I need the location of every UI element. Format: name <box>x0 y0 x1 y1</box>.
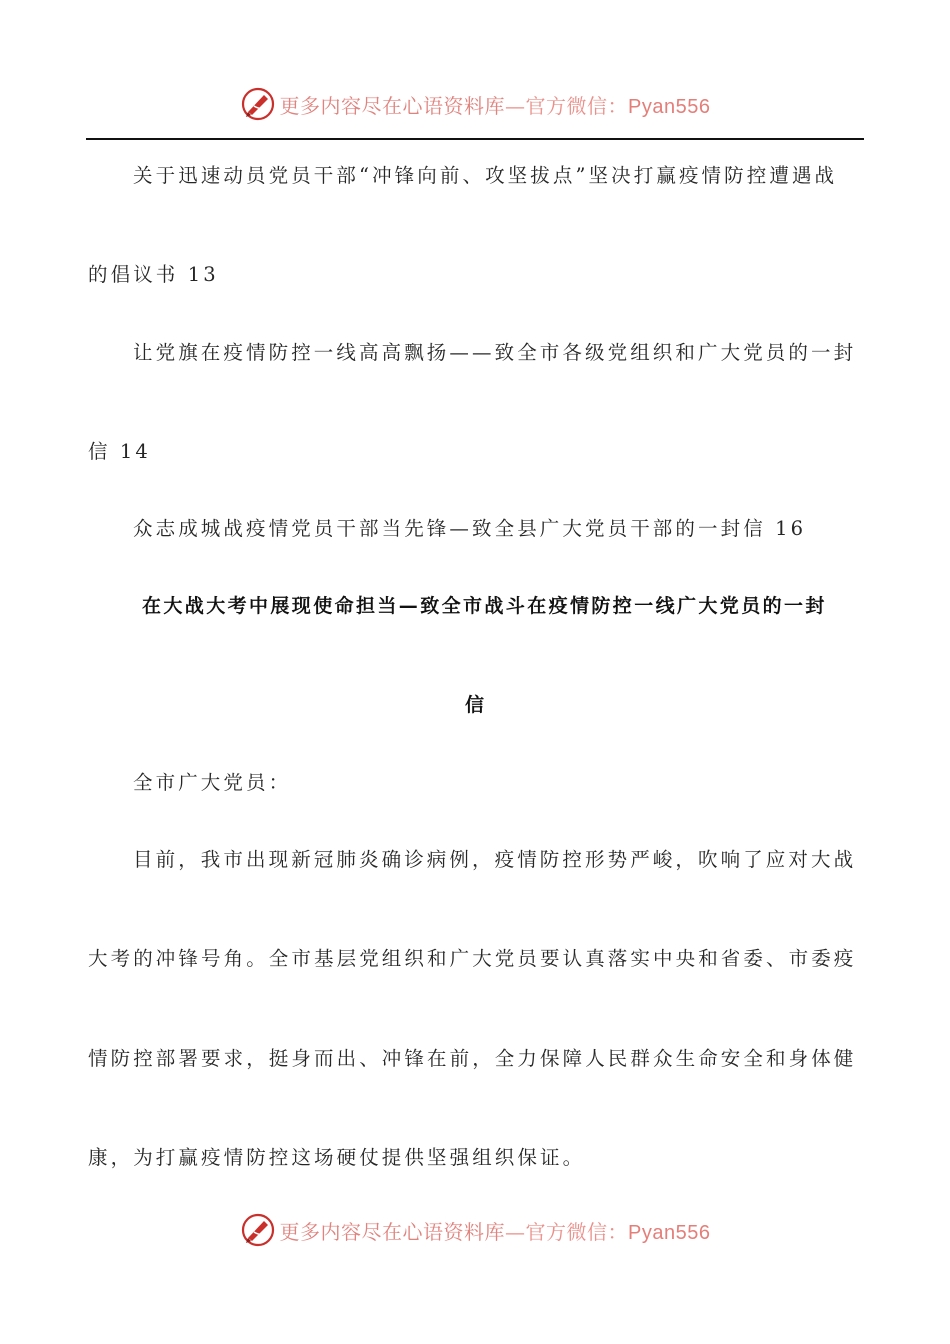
toc-entry-2-line-1: 让党旗在疫情防控一线高高飘扬——致全市各级党组织和广大党员的一封 <box>133 341 857 364</box>
header-banner <box>0 84 950 124</box>
pen-logo-icon <box>240 86 276 122</box>
banner-contact-prefix: 官方微信： <box>525 93 629 118</box>
banner-dash: — <box>505 93 526 118</box>
banner-brand: 更多内容尽在心语资料库 <box>279 93 506 118</box>
pen-logo-icon <box>240 1212 276 1248</box>
banner-dash: — <box>505 1219 526 1244</box>
banner-contact-id: Pyan556 <box>628 1221 711 1244</box>
header-banner-text <box>280 90 711 119</box>
toc-entry-1-line-1: 关于迅速动员党员干部“冲锋向前、攻坚拔点”坚决打赢疫情防控遭遇战 <box>133 164 838 187</box>
article-title-line-1: 在大战大考中展现使命担当—致全市战斗在疫情防控一线广大党员的一封 <box>142 595 827 617</box>
toc-entry-1-line-2: 的倡议书 13 <box>88 263 219 286</box>
footer-banner <box>0 1210 950 1250</box>
banner-contact-prefix: 官方微信： <box>525 1219 629 1244</box>
toc-entry-3: 众志成城战疫情党员干部当先锋—致全县广大党员干部的一封信 16 <box>133 517 807 540</box>
header-divider <box>86 138 864 140</box>
footer-banner-text <box>280 1216 711 1245</box>
banner-brand: 更多内容尽在心语资料库 <box>279 1219 506 1244</box>
body-line-4: 康，为打赢疫情防控这场硬仗提供坚强组织保证。 <box>88 1146 586 1169</box>
body-line-3: 情防控部署要求，挺身而出、冲锋在前，全力保障人民群众生命安全和身体健 <box>88 1047 857 1070</box>
banner-contact-id: Pyan556 <box>628 95 711 118</box>
toc-entry-2-line-2: 信 14 <box>88 440 151 463</box>
salutation: 全市广大党员： <box>133 771 292 794</box>
article-title-line-2: 信 <box>465 694 487 716</box>
body-line-1: 目前，我市出现新冠肺炎确诊病例，疫情防控形势严峻，吹响了应对大战 <box>133 848 857 871</box>
body-line-2: 大考的冲锋号角。全市基层党组织和广大党员要认真落实中央和省委、市委疫 <box>88 947 857 970</box>
